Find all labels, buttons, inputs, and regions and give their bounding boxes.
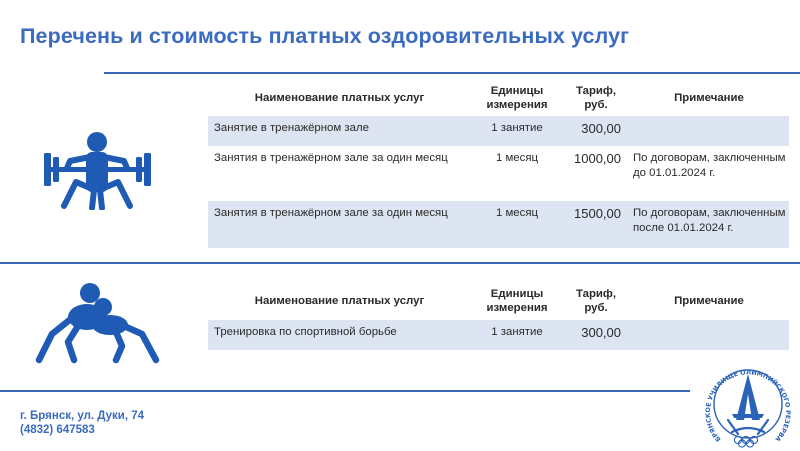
contact-phone: (4832) 647583 (20, 424, 95, 436)
page-title: Перечень и стоимость платных оздоровительных услуг (20, 24, 630, 48)
service-note: По договорам, заключенным до 01.01.2024 г. (633, 152, 786, 179)
weightlifter-icon (40, 130, 155, 210)
table-header-row (208, 80, 789, 116)
service-price: 1500,00 (563, 201, 629, 248)
table-row (208, 320, 789, 350)
emblem-lettering: БРЯНСКОЕ УЧИЛИЩЕ ОЛИМПИЙСКОГО РЕЗЕРВА (704, 369, 792, 443)
contact-address: г. Брянск, ул. Дуки, 74 (20, 410, 145, 422)
services-table-gym (208, 80, 789, 248)
table-row (208, 146, 789, 201)
service-note (629, 320, 789, 350)
service-note (629, 116, 789, 146)
header-note: Примечание (674, 91, 744, 104)
middle-divider (0, 262, 800, 264)
table-row (208, 116, 789, 146)
service-unit: 1 занятие (471, 116, 563, 146)
service-price: 300,00 (563, 116, 629, 146)
service-unit: 1 месяц (471, 201, 563, 248)
service-price: 300,00 (563, 320, 629, 350)
service-name: Занятие в тренажёрном зале (208, 116, 471, 146)
top-divider (104, 72, 800, 74)
school-emblem (698, 354, 798, 448)
header-price: Тариф, руб. (575, 287, 617, 314)
service-name: Занятия в тренажёрном зале за один месяц (208, 201, 471, 248)
bottom-divider (0, 390, 690, 392)
header-price: Тариф, руб. (575, 84, 617, 111)
service-unit: 1 месяц (495, 152, 539, 164)
contacts-block (20, 409, 144, 437)
service-name: Тренировка по спортивной борьбе (208, 320, 471, 350)
table-row (208, 201, 789, 248)
wrestlers-icon (34, 282, 162, 364)
header-unit: Единицы измерения (486, 287, 548, 314)
header-note: Примечание (674, 294, 744, 307)
header-unit: Единицы измерения (486, 84, 548, 111)
services-table-wrestling (208, 282, 789, 350)
service-unit: 1 занятие (471, 320, 563, 350)
service-name: Занятия в тренажёрном зале за один месяц (214, 152, 448, 164)
table-header-row (208, 282, 789, 320)
header-service-name: Наименование платных услуг (254, 91, 425, 104)
service-price: 1000,00 (574, 151, 621, 166)
header-service-name: Наименование платных услуг (254, 294, 425, 307)
service-note: По договорам, заключенным после 01.01.2024 г. (629, 201, 789, 248)
